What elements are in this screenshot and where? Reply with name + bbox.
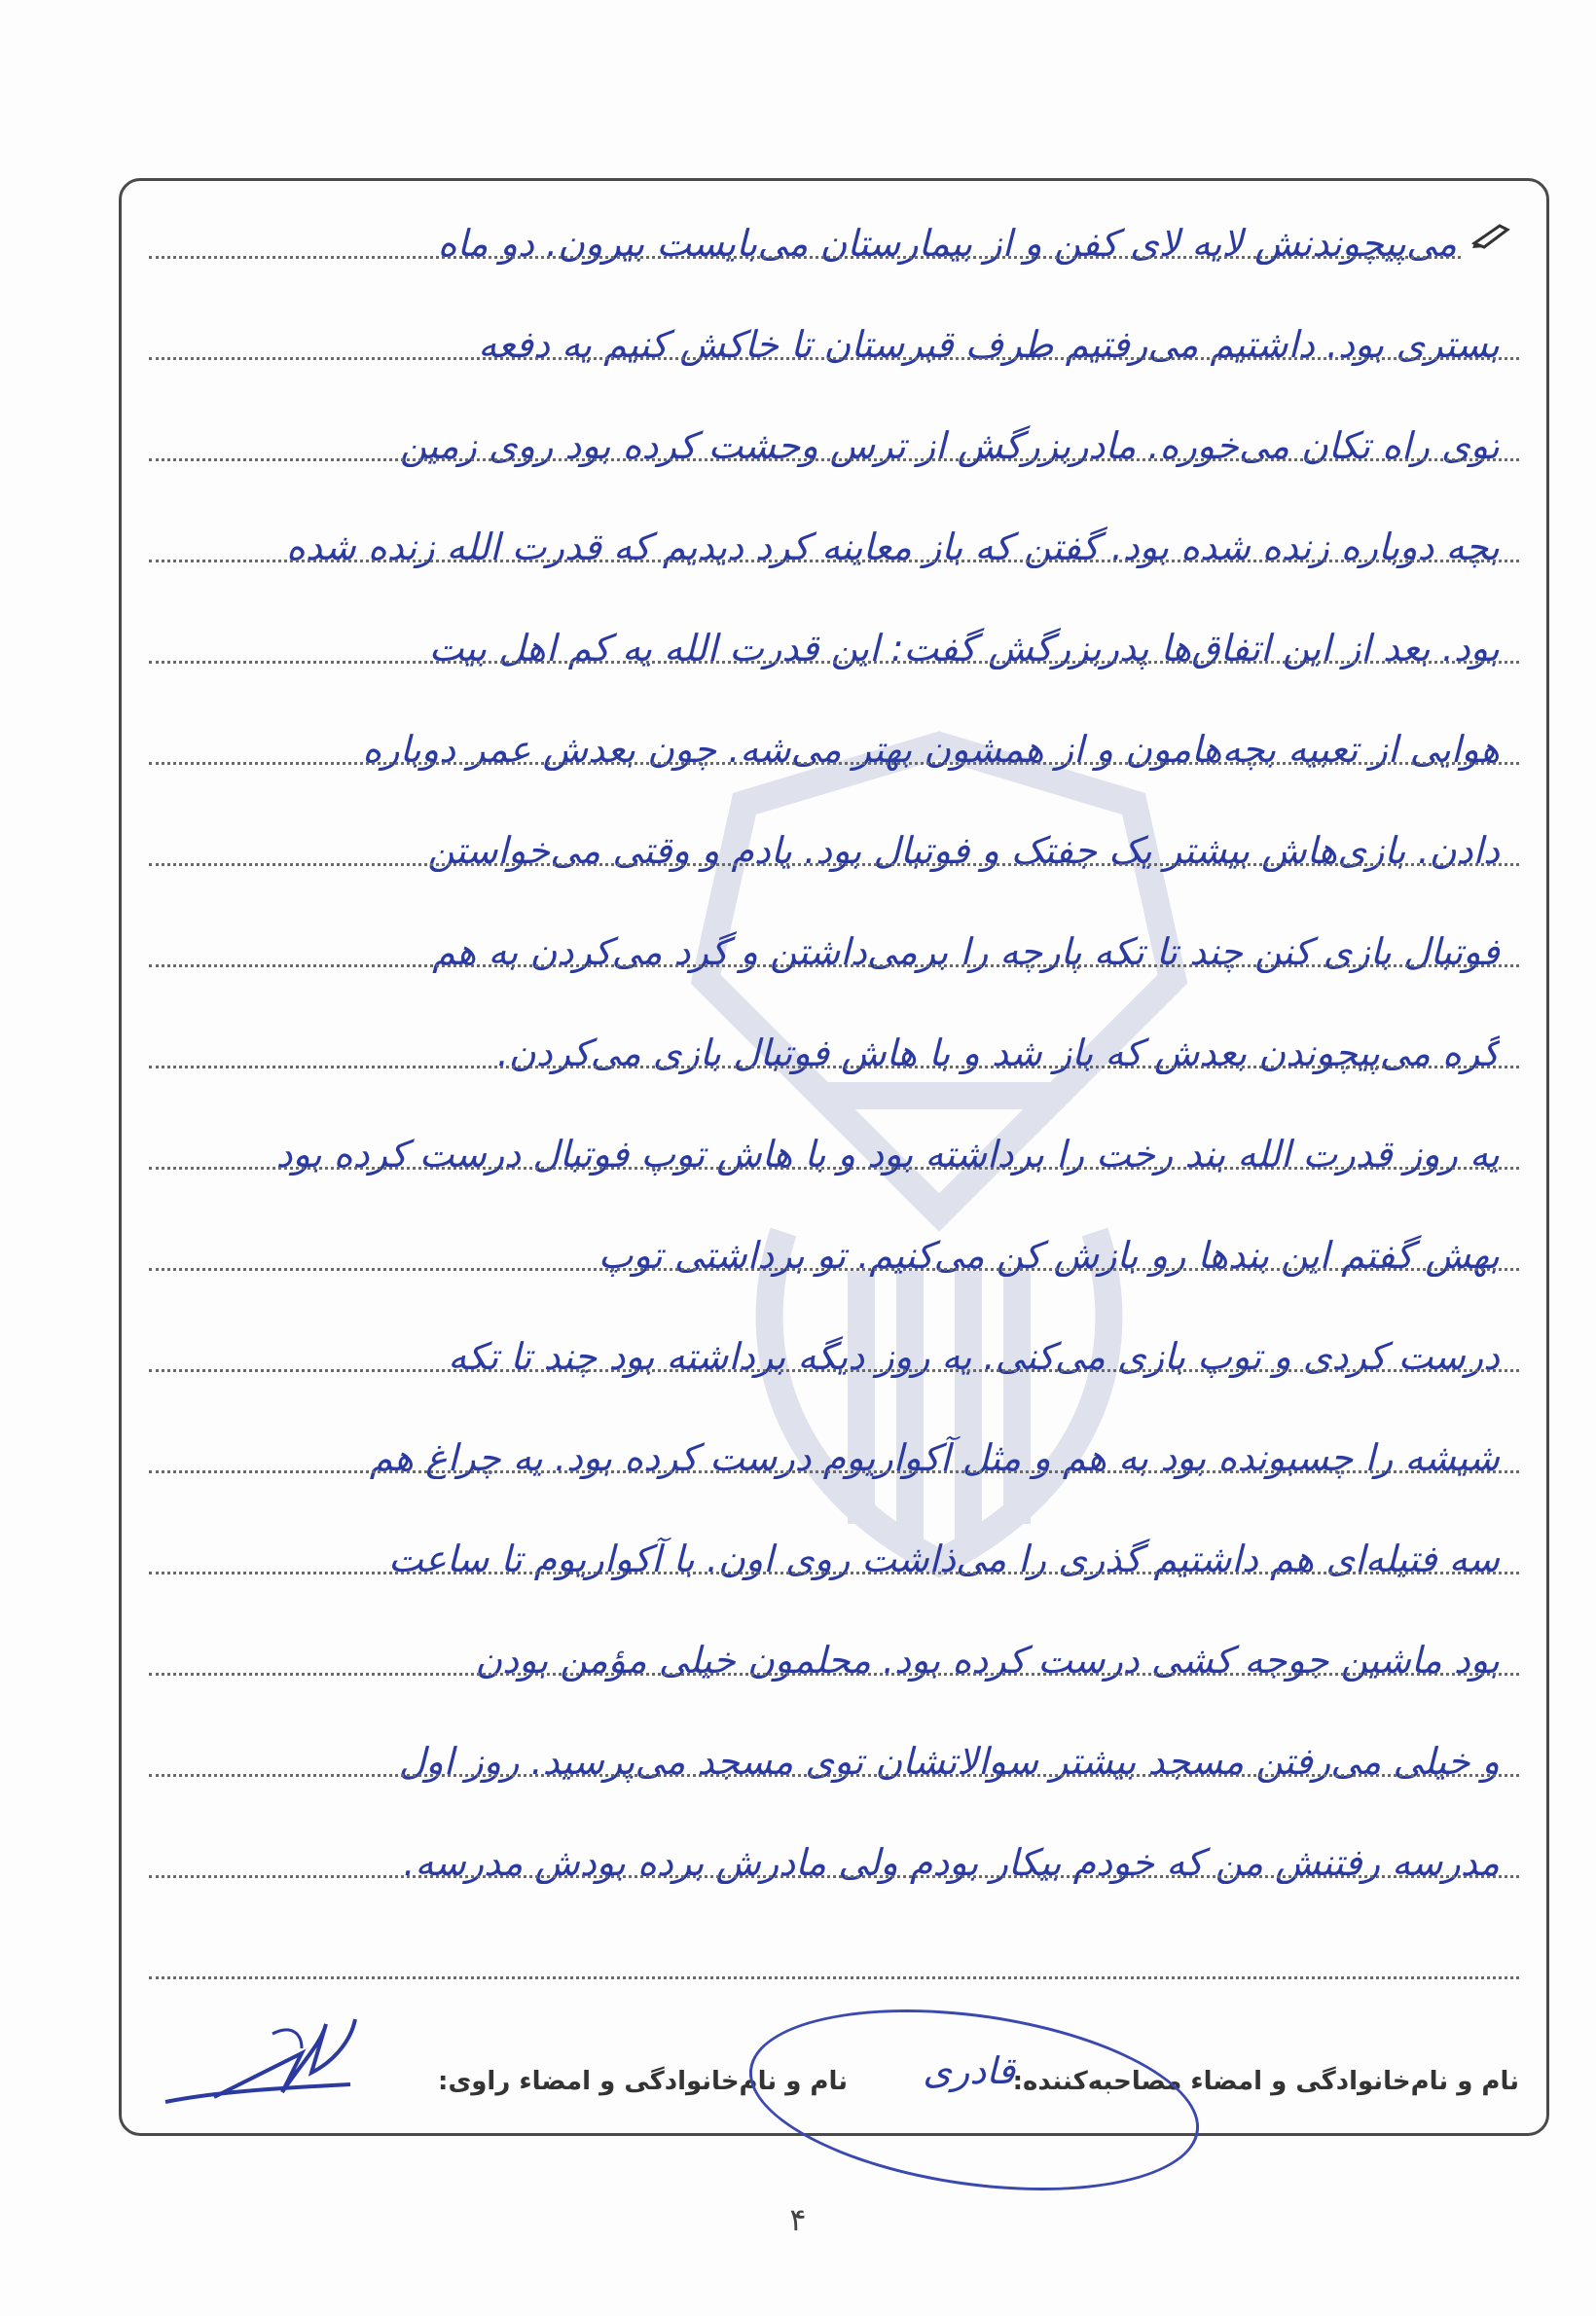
dotted-rule [149, 1268, 1519, 1271]
line-text: درست کردی و توپ بازی می‌کنی. یه روز دیگه برداشته بود چند تا تکه [448, 1335, 1500, 1378]
line-text: و خیلی می‌رفتن مسجد بیشتر سوالاتشان توی مسجد می‌پرسید. روز اول [398, 1740, 1500, 1783]
dotted-rule [149, 1673, 1519, 1676]
line-12 [149, 1294, 1519, 1392]
line-5 [149, 586, 1519, 683]
pen-icon [1470, 220, 1513, 249]
page-frame [119, 178, 1549, 2136]
dotted-rule [149, 1976, 1519, 1979]
handwritten-lines [149, 181, 1519, 2133]
line-text: سه فتیله‌ای هم داشتیم گذری را می‌ذاشت روی اون. با آکواریوم تا ساعت [387, 1538, 1500, 1580]
dotted-rule [149, 357, 1519, 360]
line-3 [149, 383, 1519, 481]
line-16 [149, 1699, 1519, 1796]
line-17 [149, 1800, 1519, 1898]
line-1 [149, 181, 1519, 278]
dotted-rule [149, 964, 1519, 967]
dotted-rule [149, 1572, 1519, 1574]
narrator-label: نام و نام‌خانوادگی و امضاء راوی: [438, 2067, 848, 2096]
line-text: بهش گفتم این بندها رو بازش کن می‌کنیم. تو برداشتی توپ [598, 1234, 1500, 1277]
dotted-rule [149, 661, 1519, 664]
line-7 [149, 788, 1519, 886]
line-text: می‌پیچوندنش لایه لای کفن و از بیمارستان می‌بایست بیرون. دو ماه [437, 222, 1457, 265]
dotted-rule [149, 256, 1461, 259]
dotted-rule [149, 1369, 1519, 1372]
line-text: بود ماشین جوجه کشی درست کرده بود. محلمون خیلی مؤمن بودن [475, 1639, 1500, 1682]
dotted-rule [149, 1875, 1519, 1878]
line-13 [149, 1395, 1519, 1493]
page-number: ۴ [789, 2201, 807, 2238]
line-6 [149, 687, 1519, 784]
line-text: هوایی از تعبیه بچه‌هامون و از همشون بهتر می‌شه. چون بعدش عمر دوباره [362, 728, 1500, 771]
line-text: فوتبال بازی کنن چند تا تکه پارچه را برمی‌داشتن و گرد می‌کردن به هم [432, 930, 1500, 973]
line-text: بود. بعد از این اتفاق‌ها پدربزرگش گفت: این قدرت الله یه کم اهل بیت [428, 627, 1500, 669]
line-text: مدرسه رفتنش من که خودم بیکار بودم ولی مادرش برده بودش مدرسه. [403, 1841, 1500, 1884]
dotted-rule [149, 1774, 1519, 1777]
narrator-signature [156, 2005, 360, 2112]
line-8 [149, 889, 1519, 987]
line-2 [149, 282, 1519, 380]
line-text: شیشه را چسبونده بود به هم و مثل آکواریوم درست کرده بود. یه چراغ هم [369, 1436, 1500, 1479]
dotted-rule [149, 1470, 1519, 1473]
dotted-rule [149, 863, 1519, 866]
line-15 [149, 1598, 1519, 1695]
line-4 [149, 485, 1519, 582]
dotted-rule [149, 560, 1519, 562]
line-text: گره می‌پیچوندن بعدش که باز شد و با هاش فوتبال بازی می‌کردن. [496, 1031, 1500, 1074]
line-text: توی راه تکان می‌خوره. مادربزرگش از ترس وحشت کرده بود روی زمین [399, 424, 1500, 467]
dotted-rule [149, 458, 1519, 461]
interviewer-signature: قادری [923, 2049, 1015, 2092]
dotted-rule [149, 1066, 1519, 1068]
line-text: بستری بود. داشتیم می‌رفتیم طرف قبرستان تا خاکش کنیم یه دفعه [478, 323, 1500, 366]
line-text: بچه دوباره زنده شده بود. گفتن که باز معاینه کرد دیدیم که قدرت الله زنده شده [286, 525, 1500, 568]
dotted-rule [149, 762, 1519, 765]
line-14 [149, 1497, 1519, 1594]
line-18 [149, 1901, 1519, 1999]
line-10 [149, 1092, 1519, 1189]
line-9 [149, 991, 1519, 1088]
line-text: یه روز قدرت الله بند رخت را برداشته بود و با هاش توپ فوتبال درست کرده بود [275, 1133, 1500, 1176]
interviewer-label: نام و نام‌خانوادگی و امضاء مصاحبه‌کننده: [1012, 2067, 1519, 2096]
line-text: دادن. بازی‌هاش بیشتر یک جفتک و فوتبال بود. یادم و وقتی می‌خواستن [427, 829, 1500, 872]
line-11 [149, 1193, 1519, 1290]
dotted-rule [149, 1167, 1519, 1170]
